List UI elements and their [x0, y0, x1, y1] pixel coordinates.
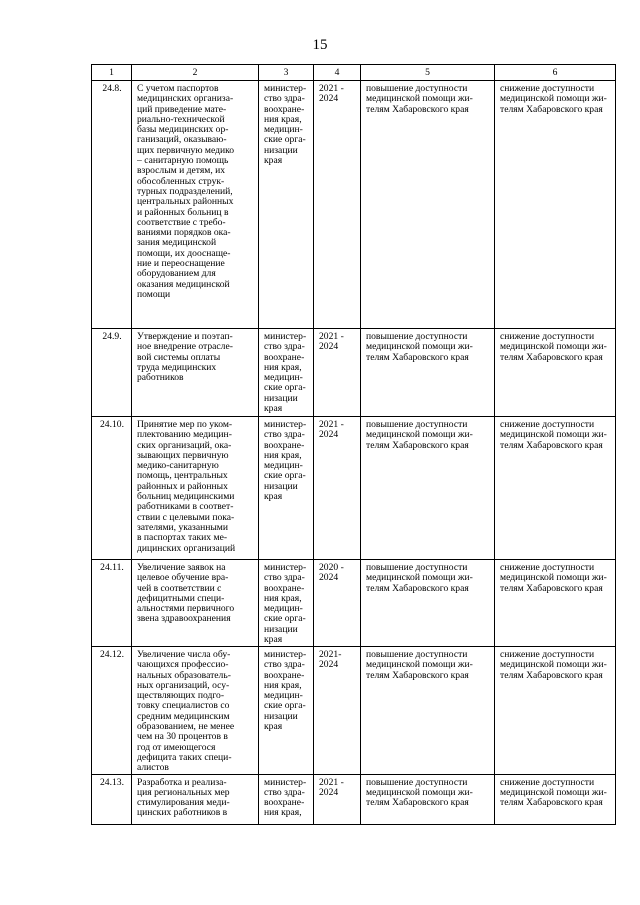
consequence-cell: снижение доступности медицинской помощи жи- телям Хабаровского края — [495, 560, 616, 647]
table-row — [92, 329, 616, 417]
column-header: 5 — [361, 65, 495, 81]
row-number: 24.10. — [92, 417, 132, 560]
result-cell: повышение доступности медицинской помощи жи- телям Хабаровского края — [361, 417, 495, 560]
page-number: 15 — [312, 37, 328, 53]
consequence-cell: снижение доступности медицинской помощи жи- телям Хабаровского края — [495, 329, 616, 417]
table-row — [92, 417, 616, 560]
table-row — [92, 647, 616, 775]
period-cell: 2021 - 2024 — [314, 329, 361, 417]
column-header: 4 — [314, 65, 361, 81]
result-cell: повышение доступности медицинской помощи жи- телям Хабаровского края — [361, 647, 495, 775]
executor-cell: министер- ство здра- воохране- ния края, медицин- ские орга- низации края — [259, 560, 314, 647]
result-cell: повышение доступности медицинской помощи жи- телям Хабаровского края — [361, 560, 495, 647]
executor-cell: министер- ство здра- воохране- ния края, медицин- ские орга- низации края — [259, 329, 314, 417]
measure-cell: Разработка и реализа- ция региональных мер стимулирования меди- цинских работников в — [132, 774, 259, 824]
measures-table — [91, 64, 616, 825]
period-cell: 2021 - 2024 — [314, 81, 361, 329]
table-header-row — [92, 65, 616, 81]
row-number: 24.12. — [92, 647, 132, 775]
column-header: 2 — [132, 65, 259, 81]
consequence-cell: снижение доступности медицинской помощи жи- телям Хабаровского края — [495, 774, 616, 824]
result-cell: повышение доступности медицинской помощи жи- телям Хабаровского края — [361, 329, 495, 417]
measure-cell: Увеличение числа обу- чающихся профессио- нальных образователь- ных организаций, осу- ществляющих подго- товку специалистов со средним медицинским образованием, не менее чем на 30 процентов в год от имеющегося дефицита таких специ- алистов — [132, 647, 259, 775]
executor-cell: министер- ство здра- воохране- ния края, медицин- ские орга- низации края — [259, 81, 314, 329]
measure-cell: Увеличение заявок на целевое обучение вра- чей в соответствии с дефицитными специ- альностями первичного звена здравоохранения — [132, 560, 259, 647]
executor-cell: министер- ство здра- воохране- ния края, — [259, 774, 314, 824]
measure-cell: Утверждение и поэтап- ное внедрение отрасле- вой системы оплаты труда медицинских работников — [132, 329, 259, 417]
period-cell: 2021 - 2024 — [314, 417, 361, 560]
result-cell: повышение доступности медицинской помощи жи- телям Хабаровского края — [361, 81, 495, 329]
row-number: 24.8. — [92, 81, 132, 329]
row-number: 24.9. — [92, 329, 132, 417]
measure-cell: Принятие мер по уком- плектованию медицин- ских организаций, ока- зывающих первичную медико-санитарную помощь, центральных районных и районных больниц медицинскими работниками в соответ- ствии с целевыми пока- зателями, указанными в паспортах таких ме- дицинских организаций — [132, 417, 259, 560]
row-number: 24.11. — [92, 560, 132, 647]
column-header: 6 — [495, 65, 616, 81]
row-number: 24.13. — [92, 774, 132, 824]
result-cell: повышение доступности медицинской помощи жи- телям Хабаровского края — [361, 774, 495, 824]
executor-cell: министер- ство здра- воохране- ния края, медицин- ские орга- низации края — [259, 647, 314, 775]
period-cell: 2021- 2024 — [314, 647, 361, 775]
column-header: 1 — [92, 65, 132, 81]
table-row — [92, 560, 616, 647]
consequence-cell: снижение доступности медицинской помощи жи- телям Хабаровского края — [495, 647, 616, 775]
column-header: 3 — [259, 65, 314, 81]
period-cell: 2021 - 2024 — [314, 774, 361, 824]
measure-cell: С учетом паспортов медицинских организа- ций приведение мате- риально-технической базы медицинских ор- ганизаций, оказываю- щих первичную медико – санитарную помощь взрослым и детям, их обособленных струк- турных подразделений, центральных районных и районных больниц в соответствие с требо- ваниями порядков ока- зания медицинской помощи, их дооснаще- ние и переоснащение оборудованием для оказания медицинской помощи — [132, 81, 259, 329]
period-cell: 2020 - 2024 — [314, 560, 361, 647]
table-row — [92, 774, 616, 824]
consequence-cell: снижение доступности медицинской помощи жи- телям Хабаровского края — [495, 417, 616, 560]
executor-cell: министер- ство здра- воохране- ния края, медицин- ские орга- низации края — [259, 417, 314, 560]
consequence-cell: снижение доступности медицинской помощи жи- телям Хабаровского края — [495, 81, 616, 329]
table-row — [92, 81, 616, 329]
